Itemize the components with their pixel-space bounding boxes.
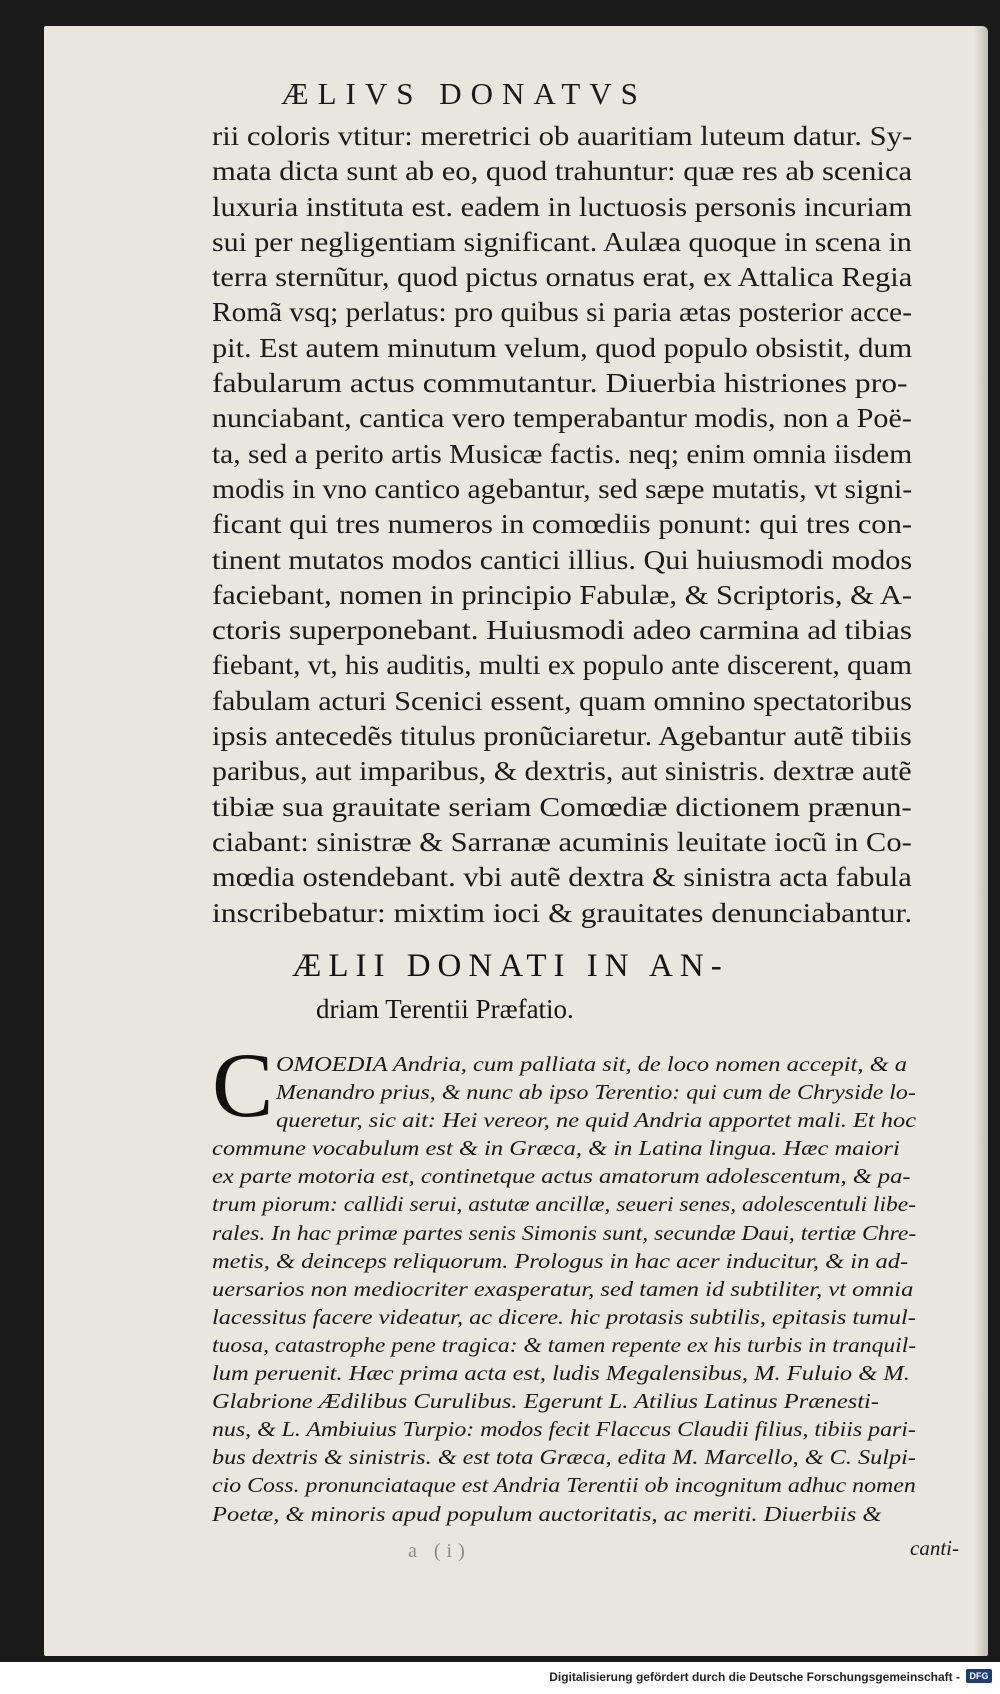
digitization-footer [0, 1664, 1000, 1694]
text-line: nunciabant, cantica vero temperabantur modis, non a Poë- [212, 402, 912, 434]
text-line: ipsis antecedẽs titulus pronũciaretur. Agebantur autẽ tibiis [212, 720, 912, 752]
preface-text [212, 1050, 976, 1528]
text-line: fabulam acturi Scenici essent, quam omnino spectatoribus [212, 684, 912, 716]
drop-cap-initial: C [212, 1034, 274, 1136]
text-line: ta, sed a perito artis Musicæ factis. neq; enim omnia iisdem [212, 437, 913, 469]
preface-line: OMOEDIA Andria, cum palliata sit, de loco nomen accepit, & a [276, 1052, 908, 1076]
preface-line: rales. In hac primæ partes senis Simonis sunt, secundæ Daui, tertiæ Chre- [212, 1220, 917, 1245]
preface-line: Glabrione Ædilibus Curulibus. Egerunt L. Atilius Latinus Prænesti- [212, 1389, 880, 1414]
preface-line: cio Coss. pronunciataque est Andria Terentii ob incognitum adhuc nomen [212, 1473, 916, 1498]
text-line: luxuria instituta est. eadem in luctuosis personis incuriam [212, 190, 913, 222]
text-line: pit. Est autem minutum velum, quod populo obsistit, dum [212, 331, 913, 363]
book-page [44, 26, 988, 1656]
signature-mark: a (i) [408, 1540, 471, 1562]
preface-line: lum peruenit. Hæc prima acta est, ludis Megalensibus, M. Fuluio & M. [212, 1361, 910, 1386]
preface-line: metis, & deinceps reliquorum. Prologus in hac acer inducitur, & in ad- [212, 1248, 909, 1273]
text-line: mœdia ostendebant. vbi autẽ dextra & sinistra acta fabula [212, 861, 912, 893]
running-head: ÆLIVS DONATVS [281, 76, 647, 111]
section-subheading: driam Terentii Præfatio. [316, 994, 574, 1024]
text-line: fiebant, vt, his auditis, multi ex populo ante discerent, quam [212, 649, 912, 681]
preface-line: Menandro prius, & nunc ab ipso Terentio: qui cum de Chryside lo- [276, 1080, 916, 1105]
text-line: tibiæ sua grauitate seriam Comœdiæ dictionem prænun- [212, 790, 912, 822]
text-line: ciabant: sinistræ & Sarranæ acuminis leuitate iocũ in Co- [212, 825, 912, 857]
preface-line: bus dextris & sinistris. & est tota Græca, edita M. Marcello, & C. Sulpi- [212, 1445, 916, 1470]
preface-line: queretur, sic ait: Hei vereor, ne quid Andria apportet mali. Et hoc [276, 1108, 917, 1133]
preface-line: nus, & L. Ambiuius Turpio: modos fecit Flaccus Claudii filius, tibiis pari- [212, 1417, 916, 1442]
text-line: inscribebatur: mixtim ioci & grauitates denunciabantur. [212, 896, 913, 928]
preface-line: commune vocabulum est & in Græca, & in Latina lingua. Hæc maiori [212, 1136, 900, 1161]
text-line: Romã vsq; perlatus: pro quibus si paria ætas posterior acce- [212, 296, 912, 328]
preface-line: trum piorum: callidi serui, astutæ ancillæ, seueri senes, adolescentuli libe- [212, 1192, 917, 1217]
text-line: tinent mutatos modos cantici illius. Qui huiusmodi modos [212, 543, 913, 575]
preface-line: lacessitus facere videatur, ac dicere. hic protasis subtilis, epitasis tumul- [212, 1304, 916, 1329]
catchword: canti- [910, 1536, 959, 1560]
dfg-logo-icon: DFG [966, 1669, 992, 1683]
text-line: ficant qui tres numeros in comœdiis ponunt: qui tres con- [212, 508, 913, 540]
preface-line: Poetæ, & minoris apud populum auctoritatis, ac meriti. Diuerbiis & [212, 1501, 882, 1526]
text-line: faciebant, nomen in principio Fabulæ, & Scriptoris, & A- [212, 578, 913, 610]
preface-line: uersarios non mediocriter exasperatur, sed tamen id subtiliter, vt omnia [212, 1276, 914, 1301]
footer-credit: Digitalisierung gefördert durch die Deutsche Forschungsgemeinschaft - [549, 1670, 960, 1684]
text-line: rii coloris vtitur: meretrici ob auaritiam luteum datur. Sy- [212, 120, 913, 151]
text-line: mata dicta sunt ab eo, quod trahuntur: quæ res ab scenica [212, 155, 913, 187]
text-line: terra sternũtur, quod pictus ornatus erat, ex Attalica Regia [212, 261, 913, 293]
preface-line: tuosa, catastrophe pene tragica: & tamen repente ex his turbis in tranquil- [212, 1332, 917, 1357]
body-text [212, 118, 974, 930]
preface-line: ex parte motoria est, continetque actus amatorum adolescentum, & pa- [212, 1164, 911, 1189]
text-line: fabularum actus commutantur. Diuerbia histriones pro- [212, 367, 908, 399]
text-line: modis in vno cantico agebantur, sed sæpe mutatis, vt signi- [212, 472, 913, 504]
section-heading: ÆLII DONATI IN AN- [292, 948, 729, 984]
text-line: sui per negligentiam significant. Aulæa quoque in scena in [212, 225, 912, 257]
text-line: ctoris superponebant. Huiusmodi adeo carmina ad tibias [212, 614, 912, 646]
text-line: paribus, aut imparibus, & dextris, aut sinistris. dextræ autẽ [212, 755, 912, 787]
